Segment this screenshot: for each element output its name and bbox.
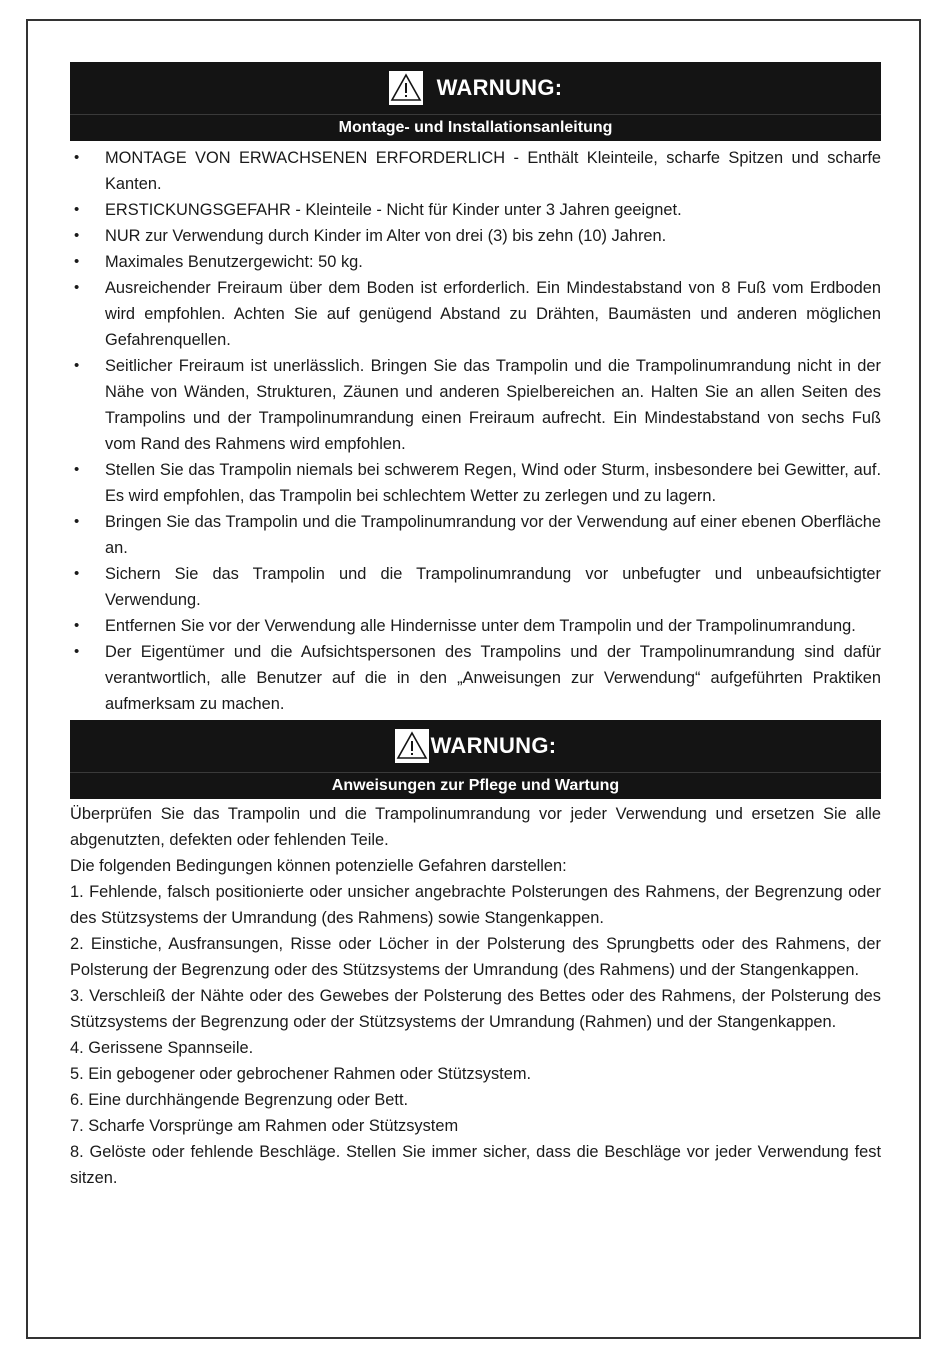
- bullet-icon: •: [74, 617, 80, 634]
- list-item-text: Sichern Sie das Trampolin und die Trampolinumrandung vor unbefugter und unbeaufsichtigter Verwendung.: [105, 565, 881, 609]
- list-item-text: NUR zur Verwendung durch Kinder im Alter von drei (3) bis zehn (10) Jahren.: [105, 227, 667, 245]
- list-item: [70, 509, 881, 561]
- list-item-text: ERSTICKUNGSGEFAHR - Kleinteile - Nicht für Kinder unter 3 Jahren geeignet.: [105, 201, 682, 219]
- bullet-icon: •: [74, 279, 80, 296]
- assembly-warning-list: [70, 145, 881, 717]
- warning-title: WARNUNG:: [436, 75, 563, 100]
- numbered-item: 8. Gelöste oder fehlende Beschläge. Stellen Sie immer sicher, dass die Beschläge vor jeder Verwendung fest sitzen.: [70, 1143, 881, 1187]
- list-item: [70, 457, 881, 509]
- list-item: [70, 197, 881, 223]
- list-item: [70, 613, 881, 639]
- document-page: [26, 19, 921, 1339]
- warning-triangle-icon: [395, 729, 429, 763]
- bullet-icon: •: [74, 643, 80, 660]
- list-item-text: Der Eigentümer und die Aufsichtspersonen des Trampolins und der Trampolinumrandung sind dafür verantwortlich, alle Benutzer auf die in den „Anweisungen zur Verwendung“ aufgeführten Praktiken aufmerksam zu machen.: [105, 643, 881, 713]
- page-content: [70, 62, 881, 1191]
- numbered-item: 4. Gerissene Spannseile.: [70, 1039, 254, 1057]
- warning-header-assembly: [70, 62, 881, 141]
- bullet-icon: •: [74, 565, 80, 582]
- list-item-text: Stellen Sie das Trampolin niemals bei schwerem Regen, Wind oder Sturm, insbesondere bei Gewitter, auf. Es wird empfohlen, das Trampolin bei schlechtem Wetter zu zerlegen und zu lagern.: [105, 461, 881, 505]
- bullet-icon: •: [74, 227, 80, 244]
- warning-title-row: [70, 62, 881, 114]
- bullet-icon: •: [74, 201, 80, 218]
- numbered-item: 1. Fehlende, falsch positionierte oder unsicher angebrachte Polsterungen des Rahmens, der Begrenzung oder des Stützsystems der Umrandung (des Rahmens) sowie Stangenkappen.: [70, 883, 881, 927]
- bullet-icon: •: [74, 149, 80, 166]
- list-item-text: Seitlicher Freiraum ist unerlässlich. Bringen Sie das Trampolin und die Trampolinumrandung nicht in der Nähe von Wänden, Strukturen, Zäunen und anderen Spielbereichen an. Halten Sie an allen Seiten des Trampolins und der Trampolinumrandung einen Freiraum aufrecht. Ein Mindestabstand von sechs Fuß vom Rand des Rahmens wird empfohlen.: [105, 357, 881, 453]
- warning-title: WARNUNG:: [430, 733, 557, 758]
- warning-subtitle: Montage- und Installationsanleitung: [70, 114, 881, 141]
- numbered-item: 7. Scharfe Vorsprünge am Rahmen oder Stützsystem: [70, 1117, 459, 1135]
- list-item: [70, 249, 881, 275]
- maintenance-body: [70, 801, 881, 1191]
- numbered-item: 5. Ein gebogener oder gebrochener Rahmen oder Stützsystem.: [70, 1065, 532, 1083]
- paragraph: Überprüfen Sie das Trampolin und die Trampolinumrandung vor jeder Verwendung und ersetzen Sie alle abgenutzten, defekten oder fehlenden Teile.: [70, 805, 881, 849]
- list-item: [70, 275, 881, 353]
- list-item: [70, 561, 881, 613]
- numbered-item: 3. Verschleiß der Nähte oder des Gewebes der Polsterung des Bettes oder des Rahmens, der Polsterung des Stützsystems der Begrenzung oder der Stützsystems der Umrandung (Rahmen) und der Stangenkappen.: [70, 987, 881, 1031]
- warning-title-row: [70, 720, 881, 772]
- numbered-item: 6. Eine durchhängende Begrenzung oder Bett.: [70, 1091, 409, 1109]
- bullet-icon: •: [74, 513, 80, 530]
- warning-subtitle: Anweisungen zur Pflege und Wartung: [70, 772, 881, 799]
- numbered-item: 2. Einstiche, Ausfransungen, Risse oder Löcher in der Polsterung des Sprungbetts oder des Rahmens, der Polsterung der Begrenzung oder des Stützsystems der Umrandung (des Rahmens) und der Stangenkappen.: [70, 935, 881, 979]
- list-item-text: Ausreichender Freiraum über dem Boden ist erforderlich. Ein Mindestabstand von 8 Fuß vom Erdboden wird empfohlen. Achten Sie auf genügend Abstand zu Drähten, Baumästen und anderen möglichen Gefahrenquellen.: [105, 279, 881, 349]
- list-item-text: Entfernen Sie vor der Verwendung alle Hindernisse unter dem Trampolin und der Trampolinumrandung.: [105, 617, 856, 635]
- bullet-icon: •: [74, 253, 80, 270]
- list-item: [70, 639, 881, 717]
- list-item: [70, 223, 881, 249]
- bullet-icon: •: [74, 461, 80, 478]
- list-item-text: Bringen Sie das Trampolin und die Trampolinumrandung vor der Verwendung auf einer ebenen Oberfläche an.: [105, 513, 881, 557]
- paragraph: Die folgenden Bedingungen können potenzielle Gefahren darstellen:: [70, 857, 567, 875]
- list-item: [70, 353, 881, 457]
- list-item-text: Maximales Benutzergewicht: 50 kg.: [105, 253, 363, 271]
- list-item-text: MONTAGE VON ERWACHSENEN ERFORDERLICH - Enthält Kleinteile, scharfe Spitzen und scharfe Kanten.: [105, 149, 881, 193]
- warning-triangle-icon: [389, 71, 423, 105]
- bullet-icon: •: [74, 357, 80, 374]
- list-item: [70, 145, 881, 197]
- warning-header-maintenance: [70, 720, 881, 799]
